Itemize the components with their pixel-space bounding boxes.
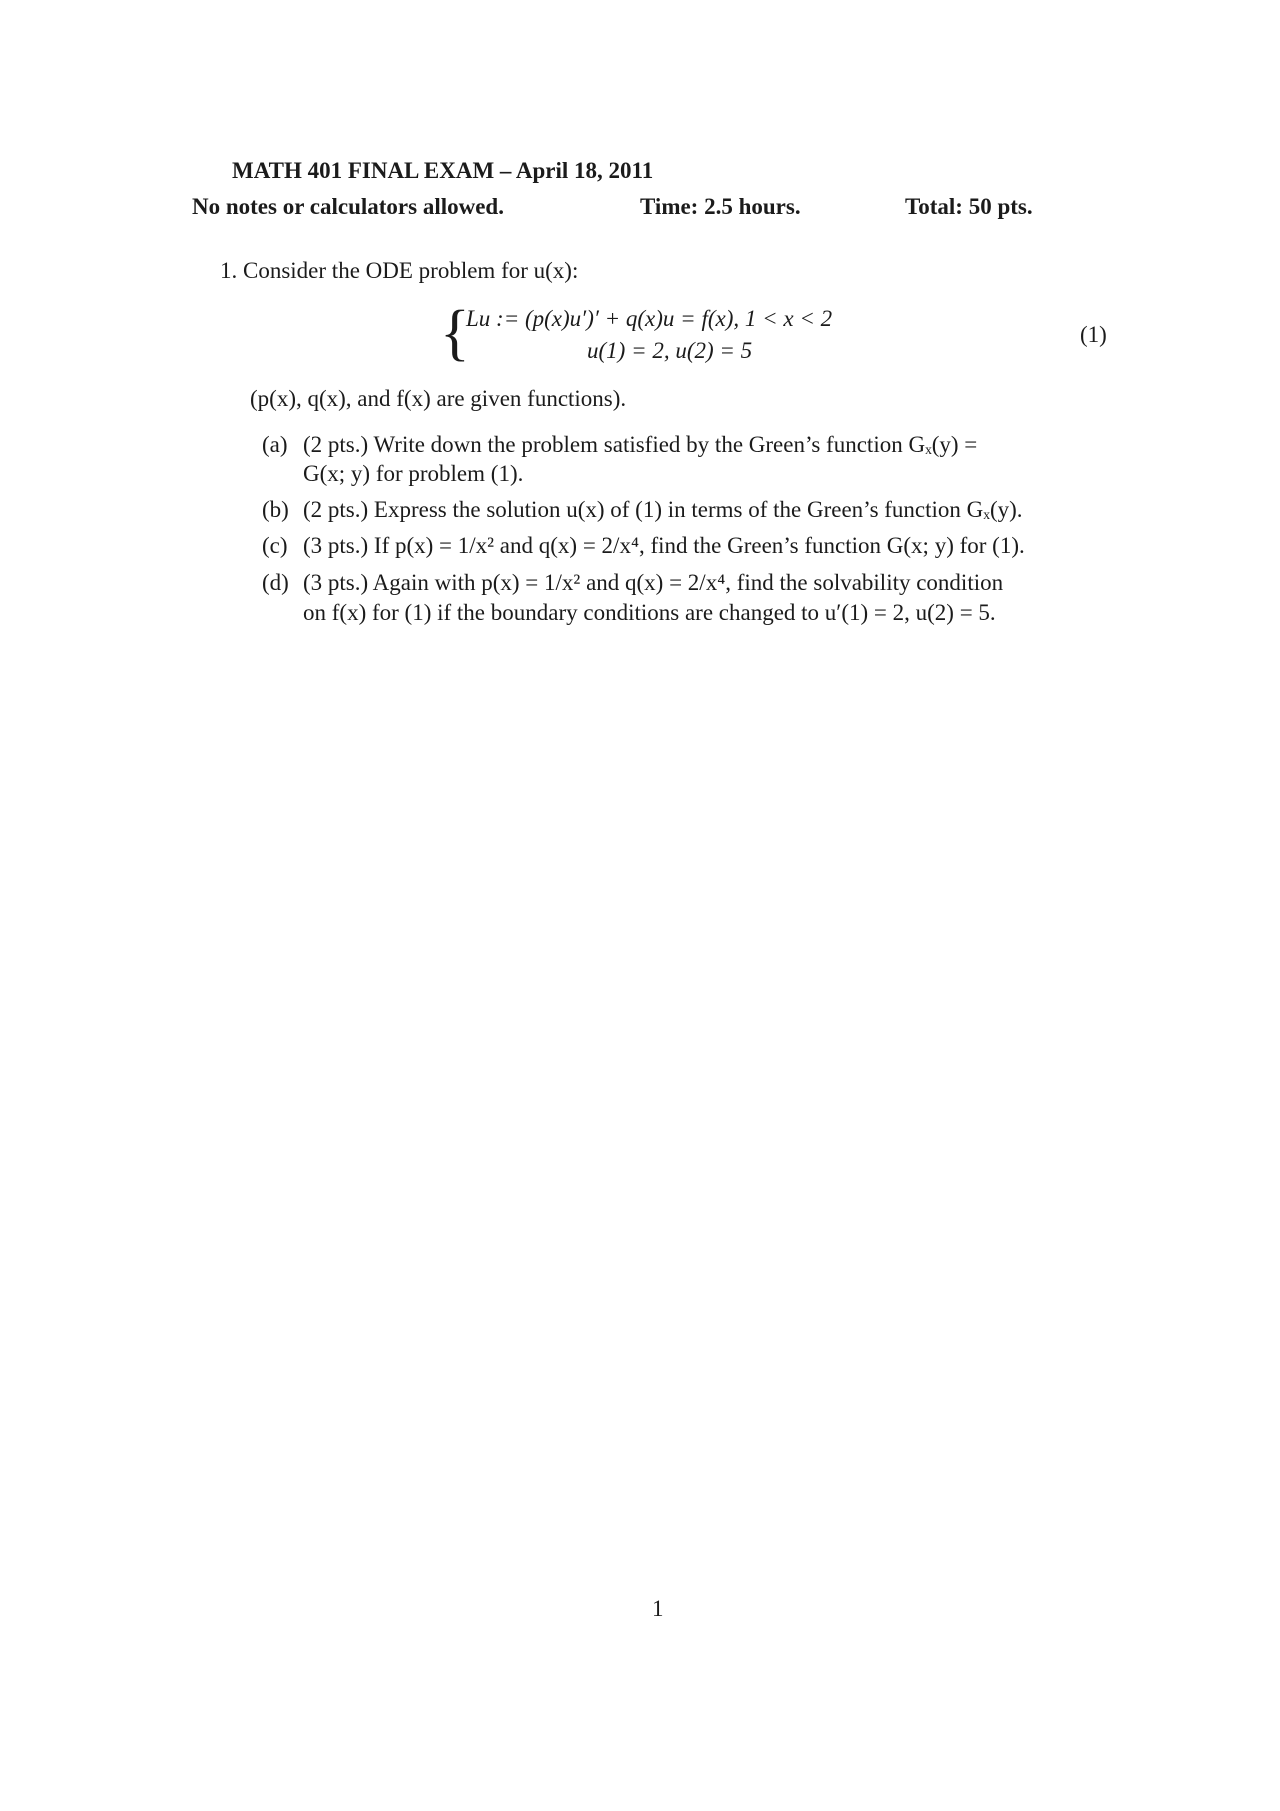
part-a-line-2: G(x; y) for problem (1).: [303, 461, 524, 486]
given-functions: (p(x), q(x), and f(x) are given functions).: [250, 386, 627, 411]
notes-rule: No notes or calculators allowed.: [192, 194, 504, 219]
page-number: 1: [652, 1596, 664, 1621]
part-c-label: (c): [262, 533, 288, 558]
brace-symbol: {: [440, 299, 470, 367]
equation-line-1: Lu := (p(x)u′)′ + q(x)u = f(x), 1 < x < 2: [466, 306, 833, 331]
part-d-label: (d): [262, 570, 289, 595]
equation-line-2: u(1) = 2, u(2) = 5: [587, 338, 753, 363]
part-c-line-1: (3 pts.) If p(x) = 1/x² and q(x) = 2/x⁴, find the Green’s function G(x; y) for (1).: [303, 533, 1025, 558]
part-b-label: (b): [262, 497, 289, 522]
total-points: Total: 50 pts.: [905, 194, 1033, 219]
part-b-line-1: (2 pts.) Express the solution u(x) of (1) in terms of the Green’s function Gₓ(y).: [303, 497, 1023, 522]
time-limit: Time: 2.5 hours.: [640, 194, 801, 219]
problem-intro: 1. Consider the ODE problem for u(x):: [220, 258, 579, 283]
part-d-line-1: (3 pts.) Again with p(x) = 1/x² and q(x) = 2/x⁴, find the solvability condition: [303, 570, 1004, 595]
exam-title: MATH 401 FINAL EXAM – April 18, 2011: [232, 158, 654, 183]
part-a-label: (a): [262, 432, 288, 457]
part-d-line-2: on f(x) for (1) if the boundary conditions are changed to u′(1) = 2, u(2) = 5.: [303, 600, 996, 625]
part-a-line-1: (2 pts.) Write down the problem satisfied by the Green’s function Gₓ(y) =: [303, 432, 978, 457]
equation-number: (1): [1080, 322, 1107, 347]
